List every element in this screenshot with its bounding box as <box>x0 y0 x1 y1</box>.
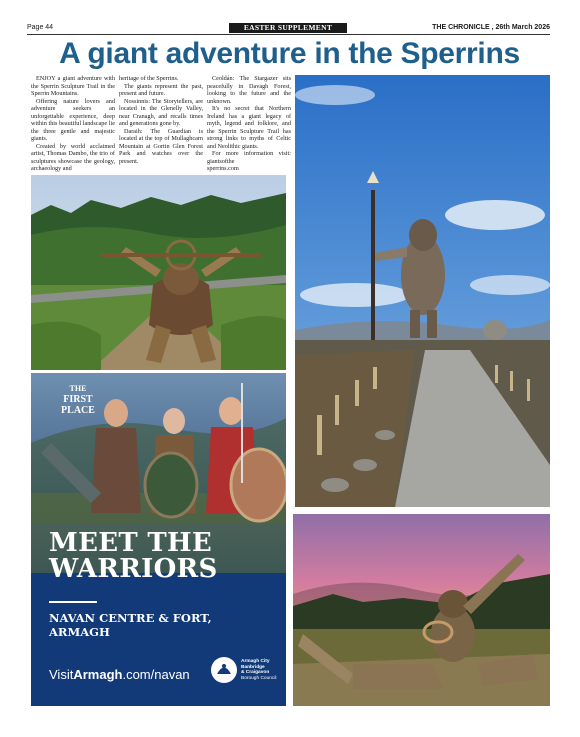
advert-url <box>49 667 190 682</box>
paragraph: It's no secret that Northern Ireland has a giant legacy of myth, legend and folklore, and the Sperrin Sculpture Trail has strong links to myths of Celtic and Neolithic giants. <box>207 105 291 150</box>
paragraph: ENJOY a giant adventure with the Sperrin Sculpture Trail in the Sperrin Mountains. <box>31 75 115 97</box>
url-suffix: .com/navan <box>122 667 190 682</box>
paragraph: The giants represent the past, present and future. <box>119 82 203 97</box>
logo-line: Armagh City <box>241 659 270 664</box>
paragraph: Offering nature lovers and adventure seekers an unforgettable experience, deep within this beautiful landscape lie the three gentle and majestic giants. <box>31 97 115 142</box>
paragraph: heritage of the Sperrins. <box>119 75 179 82</box>
subtitle-line: ARMAGH <box>49 625 110 639</box>
advert-navan-centre <box>31 373 286 706</box>
badge-line: PLACE <box>61 405 95 416</box>
paragraph: Nossinnis: The Storytellers, are located in the Glenelly Valley, near Cranagh, and recalls times and generations gone by. <box>119 97 203 127</box>
photo-forest-giant <box>31 175 286 370</box>
title-line: MEET THE <box>49 528 212 558</box>
council-logo-text <box>241 659 276 681</box>
article-column-3 <box>207 75 291 173</box>
badge-line: FIRST <box>63 394 93 405</box>
badge-line: THE <box>69 384 87 393</box>
article-column-1 <box>31 75 115 173</box>
article-column-2 <box>119 75 203 165</box>
logo-line: Banbridge <box>241 664 265 670</box>
subtitle-line: NAVAN CENTRE & FORT, <box>49 611 212 625</box>
headline: A giant adventure in the Sperrins <box>59 37 520 70</box>
title-line: WARRIORS <box>49 554 218 584</box>
council-logo-icon <box>211 657 237 683</box>
section-label: EASTER SUPPLEMENT <box>229 23 347 33</box>
paragraph: Daraih: The Guardian is located at the top of Mullaghcarn Mountain at Gortin Glen Forest Park and watches over the present. <box>119 127 203 165</box>
advert-title <box>49 530 218 582</box>
publication-date: THE CHRONICLE , 26th March 2026 <box>432 24 550 31</box>
url-prefix: Visit <box>49 667 74 682</box>
advert-badge <box>53 383 103 416</box>
logo-line: & Craigavon <box>241 670 270 675</box>
paragraph: Created by world acclaimed artist, Thomas Dambo, the trio of sculptures showcase the geology, archaeology and <box>31 142 115 172</box>
advert-divider <box>49 601 97 603</box>
paragraph: Ceoldán: The Stargazer sits peacefully in Davagh Forest, looking to the future and the unknown. <box>207 75 291 105</box>
header-rule <box>27 34 550 35</box>
url-bold: Armagh <box>73 667 123 682</box>
paragraph: For more information visit: giantsofthe <box>207 150 291 165</box>
photo-stargazer-giant <box>293 514 550 706</box>
logo-line: Borough Council <box>241 675 277 681</box>
page-number: Page 44 <box>27 24 54 31</box>
advert-subtitle <box>49 611 212 639</box>
photo-guardian-giant <box>295 75 550 507</box>
paragraph: sperrins.com <box>207 165 239 172</box>
